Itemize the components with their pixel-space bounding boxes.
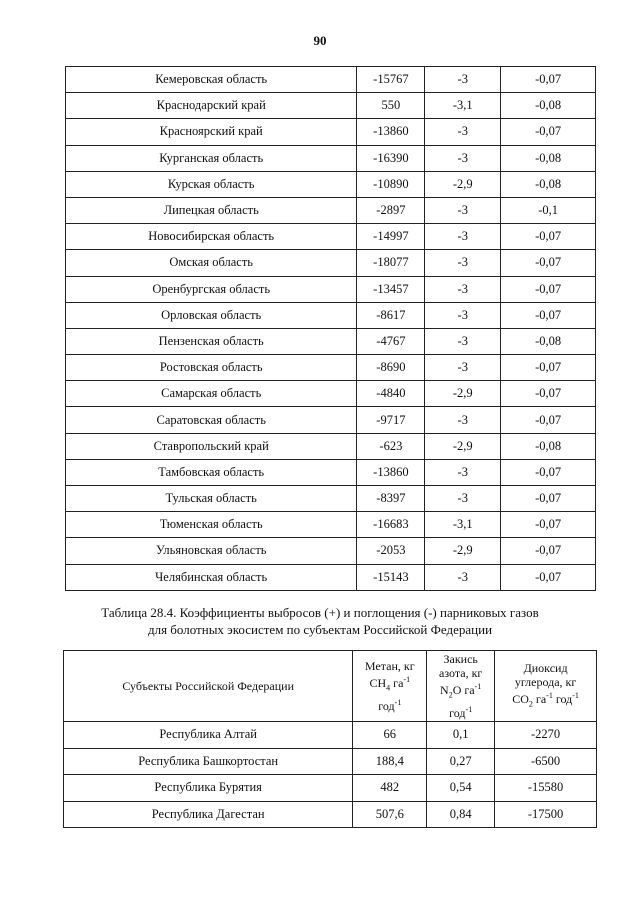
value-cell-2: 0,54 (427, 775, 495, 802)
region-name-cell: Республика Алтай (64, 722, 353, 749)
value-cell-2: -3 (425, 564, 501, 590)
header-methane-unit: га (390, 676, 404, 691)
region-name-cell: Краснодарский край (66, 93, 357, 119)
value-cell-2: -2,9 (425, 171, 501, 197)
value-cell-2: 0,27 (427, 748, 495, 775)
value-cell-2: -3 (425, 67, 501, 93)
value-cell-2: -3 (425, 302, 501, 328)
table-row (66, 433, 596, 459)
table-row (64, 722, 597, 749)
header-co2-sup: -1 (546, 690, 553, 700)
value-cell-2: -2,9 (425, 538, 501, 564)
header-carbon-dioxide (495, 651, 597, 722)
value-cell-1: -14997 (357, 224, 425, 250)
value-cell-1: -10890 (357, 171, 425, 197)
table-row (66, 145, 596, 171)
table-caption (0, 604, 640, 638)
value-cell-1: -623 (357, 433, 425, 459)
value-cell-3: -15580 (495, 775, 597, 802)
region-name-cell: Ульяновская область (66, 538, 357, 564)
region-name-cell: Ставропольский край (66, 433, 357, 459)
value-cell-2: -3 (425, 145, 501, 171)
region-name-cell: Республика Бурятия (64, 775, 353, 802)
header-co2-sub: 2 (528, 699, 533, 709)
wetland-table-body (64, 722, 597, 828)
table-row (66, 564, 596, 590)
region-name-cell: Самарская область (66, 381, 357, 407)
value-cell-1: 507,6 (353, 801, 427, 828)
header-co2-line2: углерода, кг (514, 674, 577, 689)
value-cell-2: -2,9 (425, 433, 501, 459)
value-cell-1: 188,4 (353, 748, 427, 775)
wetland-coefficients-table (63, 650, 597, 828)
value-cell-3: -17500 (495, 801, 597, 828)
value-cell-1: -13457 (357, 276, 425, 302)
header-methane-sup2: -1 (394, 697, 402, 707)
value-cell-1: 482 (353, 775, 427, 802)
header-co2-formula: CO (512, 691, 529, 706)
header-methane-sup: -1 (403, 675, 411, 685)
table-row (66, 171, 596, 197)
value-cell-1: 550 (357, 93, 425, 119)
value-cell-1: -9717 (357, 407, 425, 433)
value-cell-1: -2897 (357, 197, 425, 223)
header-n2o-line2: азота, кг (439, 666, 483, 681)
value-cell-3: -0,08 (501, 328, 596, 354)
header-co2-unit: га (532, 691, 547, 706)
value-cell-1: -8397 (357, 486, 425, 512)
value-cell-2: -3 (425, 250, 501, 276)
header-co2-year: год (552, 691, 573, 706)
value-cell-3: -0,07 (501, 67, 596, 93)
table-row (66, 302, 596, 328)
header-methane (353, 651, 427, 722)
header-n2o-unit: O га (452, 683, 475, 698)
value-cell-1: -13860 (357, 119, 425, 145)
value-cell-1: -15143 (357, 564, 425, 590)
table-row (64, 748, 597, 775)
region-name-cell: Курская область (66, 171, 357, 197)
value-cell-2: -3 (425, 119, 501, 145)
header-nitrous-oxide (427, 651, 495, 722)
value-cell-2: -3 (425, 197, 501, 223)
table-row (66, 93, 596, 119)
value-cell-1: -13860 (357, 459, 425, 485)
value-cell-2: -3 (425, 486, 501, 512)
value-cell-3: -2270 (495, 722, 597, 749)
value-cell-3: -0,07 (501, 302, 596, 328)
table-row (66, 381, 596, 407)
header-methane-line1: Метан, кг (364, 659, 415, 674)
value-cell-3: -0,07 (501, 276, 596, 302)
header-co2-line1: Диоксид (523, 660, 568, 675)
value-cell-2: -3,1 (425, 512, 501, 538)
value-cell-1: -8690 (357, 355, 425, 381)
header-methane-formula: CH (369, 676, 387, 691)
region-name-cell: Тульская область (66, 486, 357, 512)
value-cell-1: -15767 (357, 67, 425, 93)
value-cell-1: 66 (353, 722, 427, 749)
emissions-table-body (66, 67, 596, 591)
region-name-cell: Курганская область (66, 145, 357, 171)
header-methane-year: год (378, 698, 395, 713)
table-row (66, 276, 596, 302)
value-cell-1: -16390 (357, 145, 425, 171)
value-cell-3: -0,08 (501, 145, 596, 171)
region-name-cell: Новосибирская область (66, 224, 357, 250)
table-row (66, 197, 596, 223)
region-name-cell: Оренбургская область (66, 276, 357, 302)
region-name-cell: Липецкая область (66, 197, 357, 223)
value-cell-2: -3,1 (425, 93, 501, 119)
value-cell-1: -16683 (357, 512, 425, 538)
header-subjects-label: Субъекты Российской Федерации (122, 679, 295, 693)
emissions-table-continued (65, 66, 596, 591)
header-n2o-sub: 2 (448, 690, 453, 700)
table-row (66, 355, 596, 381)
table-row (66, 250, 596, 276)
value-cell-1: -18077 (357, 250, 425, 276)
value-cell-2: -3 (425, 276, 501, 302)
value-cell-3: -0,07 (501, 486, 596, 512)
header-subjects (64, 651, 353, 722)
table-row (66, 459, 596, 485)
value-cell-3: -0,07 (501, 538, 596, 564)
value-cell-2: -3 (425, 355, 501, 381)
value-cell-3: -0,07 (501, 407, 596, 433)
value-cell-3: -6500 (495, 748, 597, 775)
table-header-row (64, 651, 597, 722)
value-cell-1: -2053 (357, 538, 425, 564)
header-n2o-year: год (449, 705, 466, 720)
value-cell-3: -0,1 (501, 197, 596, 223)
region-name-cell: Челябинская область (66, 564, 357, 590)
value-cell-2: -3 (425, 224, 501, 250)
value-cell-2: -3 (425, 328, 501, 354)
header-n2o-line1: Закись (443, 652, 478, 667)
value-cell-1: -8617 (357, 302, 425, 328)
table-row (66, 512, 596, 538)
value-cell-3: -0,07 (501, 250, 596, 276)
region-name-cell: Омская область (66, 250, 357, 276)
region-name-cell: Тамбовская область (66, 459, 357, 485)
region-name-cell: Пензенская область (66, 328, 357, 354)
table-row (66, 328, 596, 354)
value-cell-1: -4840 (357, 381, 425, 407)
value-cell-3: -0,07 (501, 564, 596, 590)
table-row (64, 775, 597, 802)
value-cell-3: -0,08 (501, 433, 596, 459)
region-name-cell: Саратовская область (66, 407, 357, 433)
region-name-cell: Ростовская область (66, 355, 357, 381)
value-cell-3: -0,07 (501, 459, 596, 485)
value-cell-3: -0,08 (501, 93, 596, 119)
value-cell-3: -0,07 (501, 355, 596, 381)
caption-line-1: Таблица 28.4. Коэффициенты выбросов (+) и поглощения (-) парниковых газов (101, 605, 539, 620)
table-row (66, 119, 596, 145)
header-n2o-sup2: -1 (465, 704, 473, 714)
table-row (66, 538, 596, 564)
region-name-cell: Республика Башкортостан (64, 748, 353, 775)
value-cell-2: -3 (425, 407, 501, 433)
header-n2o-formula: N (440, 683, 449, 698)
table-row (66, 67, 596, 93)
value-cell-3: -0,07 (501, 224, 596, 250)
header-co2-sup2: -1 (572, 690, 579, 700)
header-n2o-sup: -1 (474, 682, 482, 692)
value-cell-2: -3 (425, 459, 501, 485)
value-cell-3: -0,07 (501, 381, 596, 407)
table-row (66, 486, 596, 512)
value-cell-3: -0,08 (501, 171, 596, 197)
region-name-cell: Республика Дагестан (64, 801, 353, 828)
value-cell-3: -0,07 (501, 119, 596, 145)
caption-line-2: для болотных экосистем по субъектам Российской Федерации (147, 622, 493, 637)
value-cell-2: -2,9 (425, 381, 501, 407)
region-name-cell: Кемеровская область (66, 67, 357, 93)
value-cell-2: 0,1 (427, 722, 495, 749)
region-name-cell: Тюменская область (66, 512, 357, 538)
table-row (66, 407, 596, 433)
value-cell-1: -4767 (357, 328, 425, 354)
header-methane-sub: 4 (386, 683, 391, 693)
page-number: 90 (313, 33, 327, 48)
value-cell-2: 0,84 (427, 801, 495, 828)
table-row (64, 801, 597, 828)
region-name-cell: Красноярский край (66, 119, 357, 145)
table-row (66, 224, 596, 250)
value-cell-3: -0,07 (501, 512, 596, 538)
region-name-cell: Орловская область (66, 302, 357, 328)
